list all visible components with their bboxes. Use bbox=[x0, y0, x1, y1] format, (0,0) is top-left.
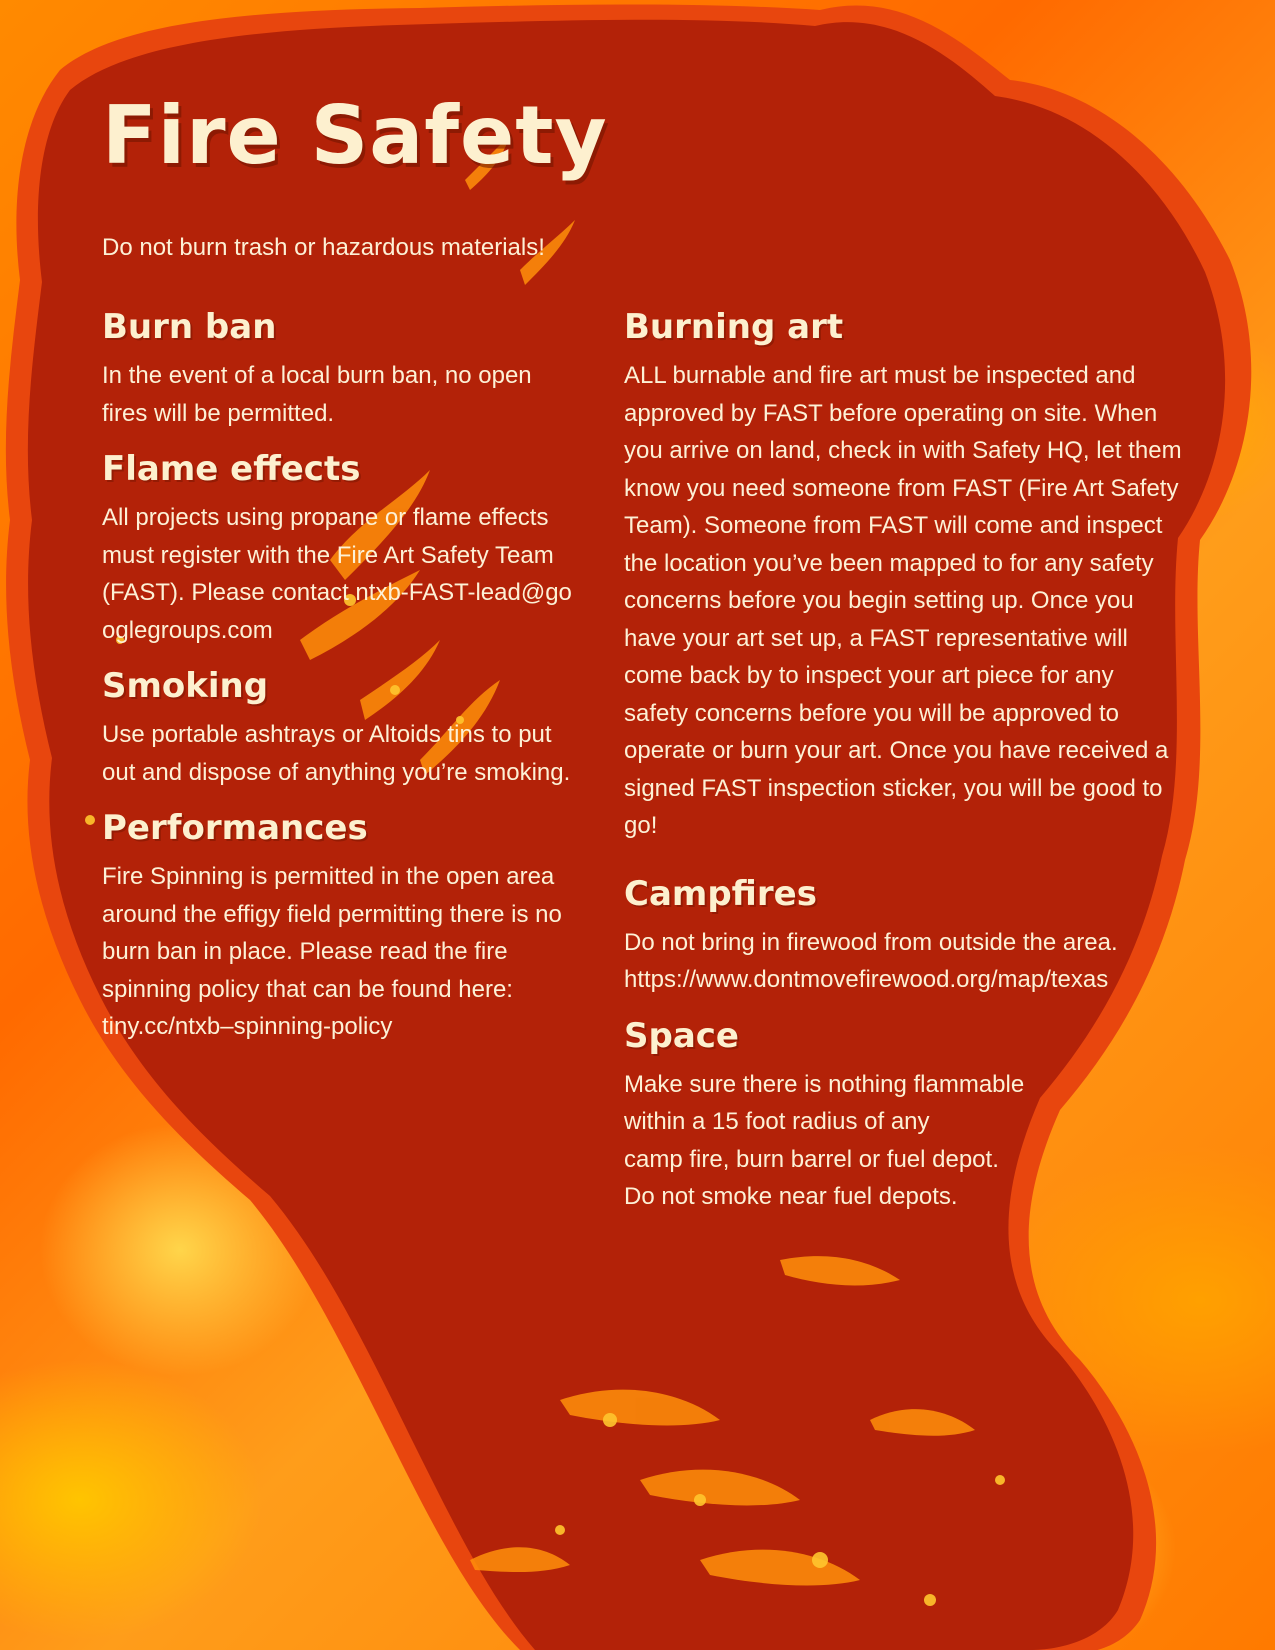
section-burn-ban bbox=[102, 308, 572, 432]
section-space bbox=[624, 1017, 1184, 1216]
section-heading: Burning art bbox=[624, 307, 844, 347]
section-flame-effects bbox=[102, 450, 572, 649]
section-body-line: Do not bring in firewood from outside the area. bbox=[624, 928, 1118, 956]
section-smoking bbox=[102, 667, 572, 791]
section-burning-art bbox=[624, 308, 1184, 845]
section-body-line: Do not smoke near fuel depots. bbox=[624, 1183, 958, 1211]
section-body-line: Make sure there is nothing flammable bbox=[624, 1070, 1025, 1098]
section-body-line: camp fire, burn barrel or fuel depot. bbox=[624, 1145, 999, 1173]
section-heading: Burn ban bbox=[102, 307, 277, 347]
section-heading: Flame effects bbox=[102, 449, 361, 490]
section-body: In the event of a local burn ban, no open fires will be permitted. bbox=[102, 362, 532, 427]
intro-text: Do not burn trash or hazardous materials! bbox=[102, 234, 545, 261]
left-column bbox=[102, 308, 572, 1064]
section-body-line: within a 15 foot radius of any bbox=[624, 1108, 930, 1136]
section-heading: Campfires bbox=[624, 873, 817, 914]
section-body: Use portable ashtrays or Altoids tins to put out and dispose of anything you’re smoking. bbox=[102, 721, 571, 786]
section-body: All projects using propane or flame effects must register with the Fire Art Safety Team (FAST). Please contact ntxb-FAST-lead@googlegroups.com bbox=[102, 504, 572, 644]
section-heading: Performances bbox=[102, 808, 368, 849]
page-title: Fire Safety bbox=[102, 89, 608, 182]
section-campfires bbox=[624, 875, 1184, 999]
firewood-link[interactable]: https://www.dontmovefirewood.org/map/texas bbox=[624, 966, 1109, 994]
section-heading: Space bbox=[624, 1015, 739, 1056]
section-body: Fire Spinning is permitted in the open area around the effigy field permitting there is no burn ban in place. Please read the fire spinning policy that can be found here: tiny.cc/ntxb–spinning-policy bbox=[102, 863, 562, 1041]
section-heading: Smoking bbox=[102, 666, 269, 707]
section-performances bbox=[102, 809, 572, 1046]
section-body: ALL burnable and fire art must be inspected and approved by FAST before operating on site. When you arrive on land, check in with Safety HQ, let them know you need someone from FAST (Fire Art Safety Team). Someone from FAST will come and inspect the location you’ve been mapped to for any safety concerns before you begin setting up. Once you have your art set up, a FAST representative will come back by to inspect your art piece for any safety concerns before you will be approved to operate or burn your art. Once you have received a signed FAST inspection sticker, you will be good to go! bbox=[624, 362, 1182, 840]
right-column bbox=[624, 308, 1184, 1234]
